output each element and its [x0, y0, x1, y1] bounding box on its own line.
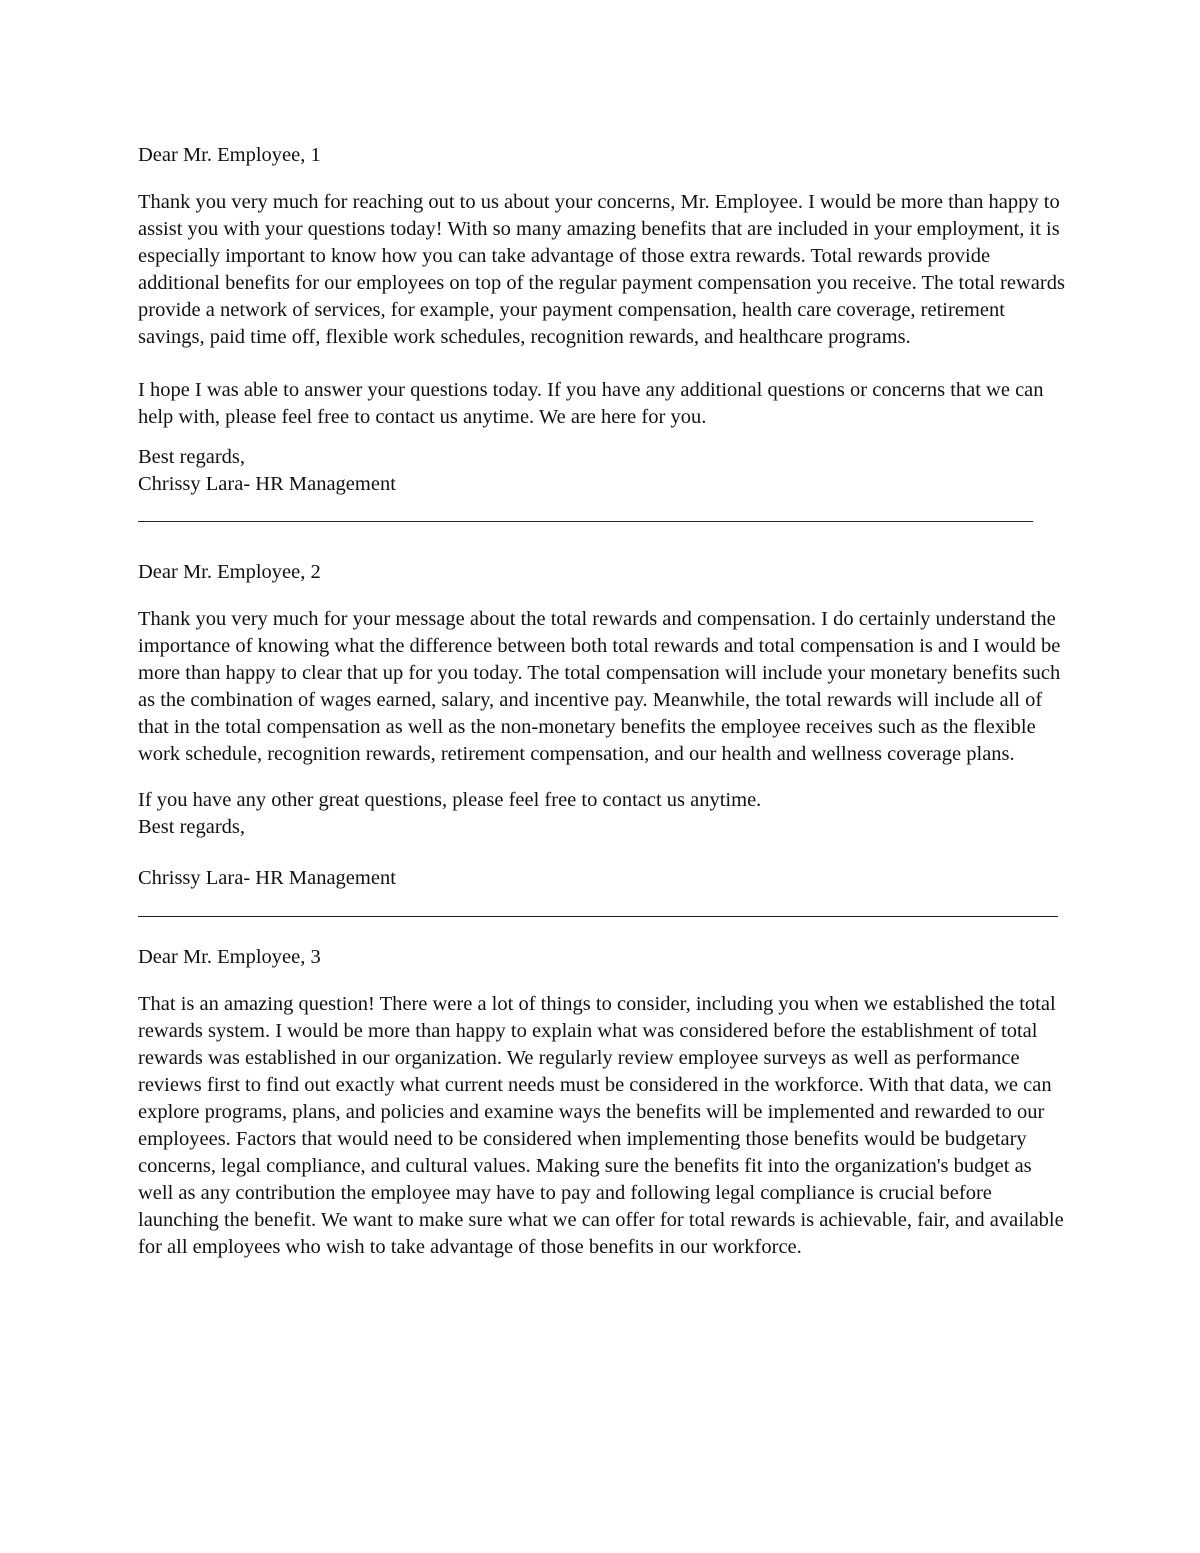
letter-signature: Chrissy Lara- HR Management [138, 867, 396, 889]
letter-closing: Best regards, [138, 816, 246, 838]
letter-body-paragraph: Thank you very much for your message about the total rewards and compensation. I do certainly understand the importance of knowing what the difference between both total rewards and total compensation is and I would be more than happy to clear that up for you today. The total compensation will include your monetary benefits such as the combination of wages earned, salary, and incentive pay. Meanwhile, the total rewards will include all of that in the total compensation as well as the non-monetary benefits the employee receives such as the flexible work schedule, recognition rewards, retirement compensation, and our health and wellness coverage plans. [138, 608, 1061, 765]
letter-salutation: Dear Mr. Employee, 1 [138, 144, 321, 166]
letter-2 [138, 559, 1068, 892]
divider-line [138, 521, 1033, 522]
letter-1 [138, 142, 1068, 498]
letter-3 [138, 944, 1068, 1261]
letter-body-paragraph: If you have any other great questions, please feel free to contact us anytime. [138, 789, 762, 811]
document-page [138, 142, 1068, 1261]
letter-closing: Best regards, [138, 446, 246, 468]
letter-body-paragraph: That is an amazing question! There were a lot of things to consider, including you when we established the total rewards system. I would be more than happy to explain what was considered before the establishment of total rewards was established in our organization. We regularly review employee surveys as well as performance reviews first to find out exactly what current needs must be considered in the workforce. With that data, we can explore programs, plans, and policies and examine ways the benefits will be implemented and rewarded to our employees. Factors that would need to be considered when implementing those benefits would be budgetary concerns, legal compliance, and cultural values. Making sure the benefits fit into the organization's budget as well as any contribution the employee may have to pay and following legal compliance is crucial before launching the benefit. We want to make sure what we can offer for total rewards is achievable, fair, and available for all employees who wish to take advantage of those benefits in our workforce. [138, 993, 1064, 1258]
divider-line [138, 916, 1058, 917]
letter-body-paragraph: I hope I was able to answer your questions today. If you have any additional questions or concerns that we can help with, please feel free to contact us anytime. We are here for you. [138, 379, 1044, 428]
letter-salutation: Dear Mr. Employee, 2 [138, 561, 321, 583]
letter-signature: Chrissy Lara- HR Management [138, 473, 396, 495]
letter-body-paragraph: Thank you very much for reaching out to us about your concerns, Mr. Employee. I would be more than happy to assist you with your questions today! With so many amazing benefits that are included in your employment, it is especially important to know how you can take advantage of those extra rewards. Total rewards provide additional benefits for our employees on top of the regular payment compensation you receive. The total rewards provide a network of services, for example, your payment compensation, health care coverage, retirement savings, paid time off, flexible work schedules, recognition rewards, and healthcare programs. [138, 191, 1065, 348]
letter-salutation: Dear Mr. Employee, 3 [138, 946, 321, 968]
